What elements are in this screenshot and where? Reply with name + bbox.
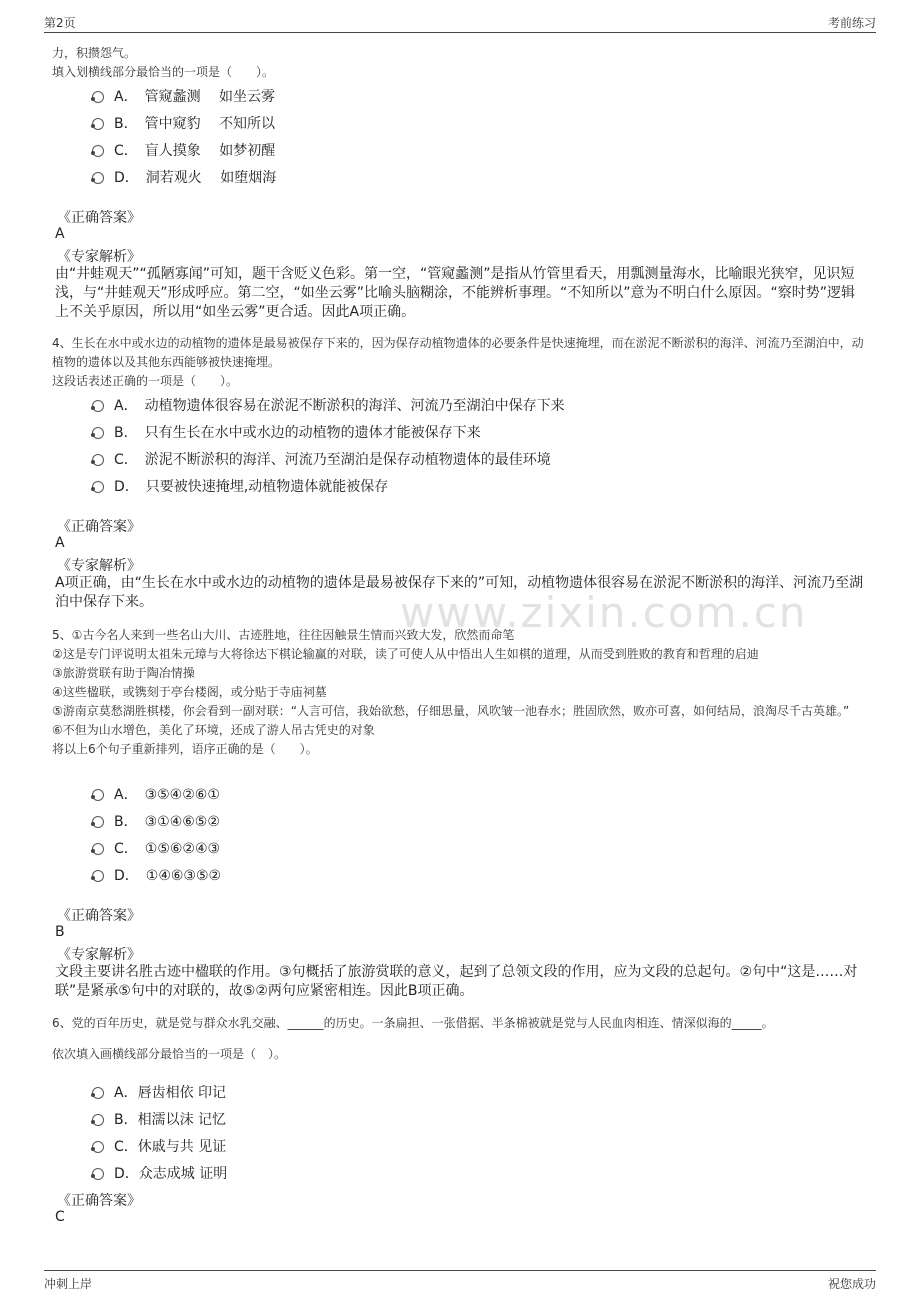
radio-icon[interactable] [92, 1141, 104, 1153]
q6-answer-label: 《正确答案》 [57, 1193, 141, 1209]
radio-icon[interactable] [92, 400, 104, 412]
q3-answer: A [55, 226, 65, 242]
q4-analysis: A项正确，由“生长在水中或水边的动植物的遗体是最易被保存下来的”可知，动植物遗体很容易在淤泥不断淤积的海洋、河流乃至湖泊中保存下来。 [55, 575, 864, 610]
q5-analysis-label: 《专家解析》 [57, 947, 141, 963]
radio-icon[interactable] [92, 172, 104, 184]
page-number: 第2页 [44, 16, 76, 30]
footer-left-text: 冲刺上岸 [44, 1277, 93, 1291]
q5-stem: 5、①古今名人来到一些名山大川、古迹胜地，往往因触景生情而兴致大发，欣然而命笔 ②这是专门评说明太祖朱元璋与大将徐达下棋论输赢的对联，读了可使人从中悟出人生如棋的道理，从而受到胜败的教育和哲理的启迪 ③旅游赏联有助于陶冶情操 ④这些楹联，或镌刻于亭台楼阁，或分贴于寺庙祠墓 ⑤游南京莫愁湖胜棋楼，你会看到一副对联：“人言可信，我始欲愁，仔细思量，风吹皱一池春水；胜固欣然，败亦可喜，如何结局，浪淘尽千古英雄。” ⑥不但为山水增色，美化了环境，还成了游人吊古凭史的对象 将以上6个句子重新排列，语序正确的是（ ）。 [52, 628, 850, 756]
radio-icon[interactable] [92, 481, 104, 493]
q6-answer: C [55, 1209, 65, 1225]
radio-icon[interactable] [92, 870, 104, 882]
q3-answer-label: 《正确答案》 [57, 210, 141, 226]
radio-icon[interactable] [92, 843, 104, 855]
footer-right-text: 祝您成功 [827, 1277, 876, 1291]
q6-stem: 6、党的百年历史，就是党与群众水乳交融、______的历史。一条扁担、一张借据、半条棉被就是党与人民血肉相连、情深似海的_____。 依次填入画横线部分最恰当的一项是（ ）。 [52, 1016, 774, 1061]
q5-answer-label: 《正确答案》 [57, 908, 141, 924]
radio-icon[interactable] [92, 1087, 104, 1099]
radio-icon[interactable] [92, 1114, 104, 1126]
q5-answer: B [55, 924, 65, 940]
header-title: 考前练习 [827, 16, 876, 30]
radio-icon[interactable] [92, 145, 104, 157]
radio-icon[interactable] [92, 118, 104, 130]
page-footer [44, 1270, 876, 1295]
page-header [44, 12, 876, 33]
q3-analysis: 由“井蛙观天”“孤陋寡闻”可知，题干含贬义色彩。第一空，“管窥蠡测”是指从竹管里看天，用瓢测量海水，比喻眼光狭窄，见识短浅，与“井蛙观天”形成呼应。第二空，“如坐云雾”比喻头脑糊涂，不能辨析事理。“不知所以”意为不明白什么原因。“察时势”逻辑上不关乎原因，所以用“如坐云雾”更合适。因此A项正确。 [55, 266, 856, 320]
radio-icon[interactable] [92, 816, 104, 828]
q5-analysis: 文段主要讲名胜古迹中楹联的作用。③句概括了旅游赏联的意义，起到了总领文段的作用，应为文段的总起句。②句中“这是……对联”是紧承⑤句中的对联的，故⑤②两句应紧密相连。因此B项正确。 [55, 964, 858, 999]
q3-analysis-label: 《专家解析》 [57, 249, 141, 265]
radio-icon[interactable] [92, 454, 104, 466]
radio-icon[interactable] [92, 789, 104, 801]
watermark: www.zixin.com.cn [400, 588, 808, 637]
q4-stem: 4、生长在水中或水边的动植物的遗体是最易被保存下来的，因为保存动植物遗体的必要条件是快速掩埋，而在淤泥不断淤积的海洋、河流乃至湖泊中，动植物的遗体以及其他东西能够被快速掩埋。 这段话表述正确的一项是（ ）。 [52, 336, 864, 388]
radio-icon[interactable] [92, 1168, 104, 1180]
radio-icon[interactable] [92, 91, 104, 103]
q4-analysis-label: 《专家解析》 [57, 558, 141, 574]
radio-icon[interactable] [92, 427, 104, 439]
q4-answer: A [55, 535, 65, 551]
q4-answer-label: 《正确答案》 [57, 519, 141, 535]
q3-stem: 力，积攒怨气。 填入划横线部分最恰当的一项是（ ）。 [52, 46, 275, 79]
